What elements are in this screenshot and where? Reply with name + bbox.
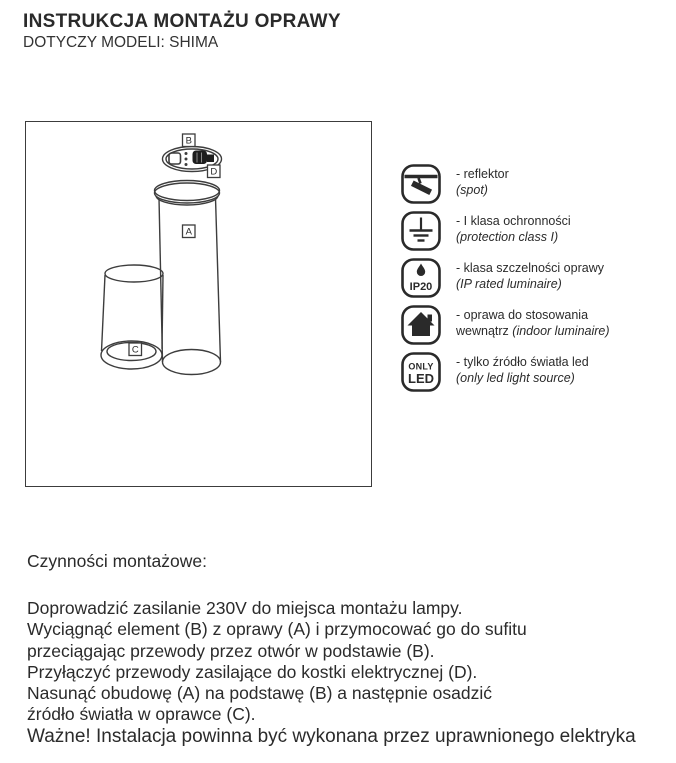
steps-heading: Czynności montażowe: xyxy=(27,551,207,571)
legend-label-en: (protection class I) xyxy=(456,230,559,244)
ground-icon xyxy=(401,211,441,251)
spot-icon xyxy=(401,164,441,204)
ip-rating-text: IP20 xyxy=(409,281,433,293)
ip20-icon xyxy=(401,258,441,298)
step-line: źródło światła w oprawce (C). xyxy=(27,704,256,725)
legend-label-en: wewnątrz (indoor luminaire) xyxy=(456,324,610,338)
led-text: LED xyxy=(408,371,434,386)
assembly-diagram xyxy=(25,121,372,487)
legend-label-pl: - oprawa do stosowania xyxy=(456,308,589,322)
legend-label-en: (IP rated luminaire) xyxy=(456,277,562,291)
legend-label-pl: - reflektor xyxy=(456,167,509,181)
legend-row-class1 xyxy=(401,211,571,251)
house-icon xyxy=(401,305,441,345)
only-text: ONLY xyxy=(408,361,434,372)
lamp-drawing xyxy=(26,122,371,486)
label-a: A xyxy=(185,226,192,238)
legend-row-indoor xyxy=(401,305,610,345)
legend-label-pl: - klasa szczelności oprawy xyxy=(456,261,604,275)
header xyxy=(23,10,341,52)
mounting-holes xyxy=(185,152,188,166)
legend-label-pl: - tylko źródło światła led xyxy=(456,355,589,369)
page-title: INSTRUKCJA MONTAŻU OPRAWY xyxy=(23,11,341,32)
legend-label-en: (spot) xyxy=(456,183,488,197)
legend-row-ip20 xyxy=(401,258,604,298)
only-led-icon xyxy=(401,352,441,392)
legend-row-spot xyxy=(401,164,509,204)
legend-label-en: (only led light source) xyxy=(456,371,575,385)
step-line: Przyłączyć przewody zasilające do kostki elektrycznej (D). xyxy=(27,661,478,682)
label-b: B xyxy=(185,135,192,147)
step-line: Doprowadzić zasilanie 230V do miejsca montażu lampy. xyxy=(27,598,463,618)
step-line: Wyciągnąć element (B) z oprawy (A) i przymocować go do sufitu xyxy=(27,619,527,640)
label-c: C xyxy=(131,344,139,356)
step-line: przeciągając przewody przez otwór w podstawie (B). xyxy=(27,640,435,661)
page-subtitle: DOTYCZY MODELI: SHIMA xyxy=(23,34,219,51)
warning-note: Ważne! Instalacja powinna być wykonana przez uprawnionego elektryka xyxy=(27,726,636,747)
step-line: Nasunąć obudowę (A) na podstawę (B) a następnie osadzić xyxy=(27,683,492,704)
legend-label-pl: - I klasa ochronności xyxy=(456,214,571,228)
legend-row-led xyxy=(401,352,589,392)
label-d: D xyxy=(210,166,218,178)
steps-paragraph xyxy=(27,598,527,726)
housing-cylinder-a xyxy=(155,181,221,375)
